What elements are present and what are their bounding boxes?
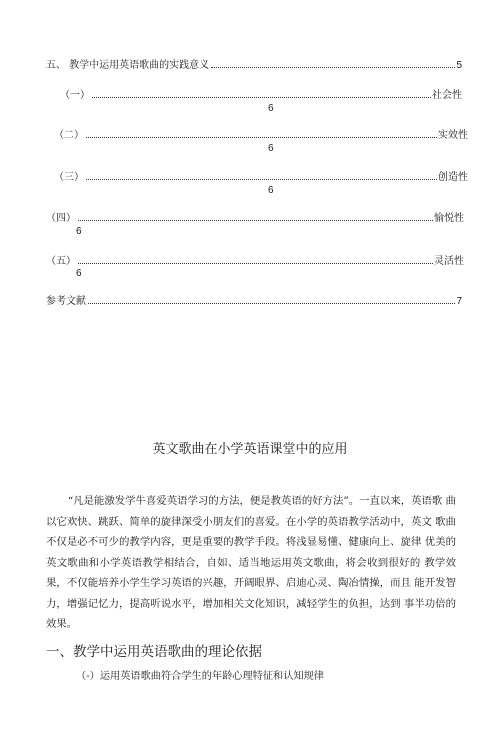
toc-leader-dots xyxy=(78,220,433,221)
toc-leader-dots xyxy=(92,97,431,98)
toc-entry-section-5[interactable] xyxy=(46,60,462,72)
toc-page-number: 6 xyxy=(268,185,274,196)
subsection-heading: （-）运用英语歌曲符合学生的年龄心理特征和认知规律 xyxy=(76,671,324,682)
toc-page-number: 5 xyxy=(456,60,462,71)
toc-entry-sub-5[interactable] xyxy=(46,256,464,268)
toc-leader-dots xyxy=(211,67,455,68)
toc-page-number: 7 xyxy=(456,296,462,307)
toc-tail-text: 愉悦性 xyxy=(434,213,464,224)
toc-tail-text: 灵活性 xyxy=(434,256,464,267)
article-title: 英文歌曲在小学英语课堂中的应用 xyxy=(152,442,348,457)
toc-entry-sub-3[interactable] xyxy=(54,172,468,184)
toc-page-number: 6 xyxy=(268,103,274,114)
toc-tail-text: 社会性 xyxy=(432,90,462,101)
toc-tail-text: 创造性 xyxy=(438,172,468,183)
toc-label: （五） xyxy=(46,256,76,267)
toc-entry-sub-2[interactable] xyxy=(54,130,468,142)
toc-label: （一） xyxy=(60,90,90,101)
toc-leader-dots xyxy=(86,179,437,180)
toc-leader-dots xyxy=(78,263,433,264)
toc-leader-dots xyxy=(88,303,455,304)
toc-entry-sub-4[interactable] xyxy=(46,213,464,225)
toc-label: （二） xyxy=(54,130,84,141)
toc-page-number: 6 xyxy=(76,226,82,237)
toc-tail-text: 实效性 xyxy=(438,130,468,141)
toc-page-number: 6 xyxy=(76,268,82,279)
toc-leader-dots xyxy=(86,137,437,138)
toc-label: 参考文献 xyxy=(46,296,86,307)
toc-entry-references[interactable] xyxy=(46,296,462,308)
toc-label: 五、 教学中运用英语歌曲的实践意义 xyxy=(46,60,210,71)
intro-text: “凡是能激发学牛喜爱英语学习的方法，便是教英语的好方法”。一直以来，英语歌 曲以它欢快、跳跃、简单的旋律深受小朋友们的喜爱。在小学的英语教学活动中，英文 歌曲不仅是必不可少的教学内容，更是重要的教学手段。将浅显易懂、健康向上、旋律 优美的英文歌曲和小学英语教学相结合，自如、适当地运用英文歌曲，将会收到很好的 教学效果，不仅能培养小学生学习英语的兴趣，开阔眼界、启迪心灵、陶冶情操，而且 能开发智力，增强记忆力，提高听说水平，增加相关文化知识，减轻学生的负担，达到 事半功倍的效果。 xyxy=(46,495,456,630)
section-heading: 一、教学中运用英语歌曲的理论依据 xyxy=(46,644,262,660)
toc-label: （四） xyxy=(46,213,76,224)
toc-entry-sub-1[interactable] xyxy=(60,90,462,102)
toc-page-number: 6 xyxy=(268,143,274,154)
toc-label: （三） xyxy=(54,172,84,183)
intro-paragraph xyxy=(46,491,456,635)
